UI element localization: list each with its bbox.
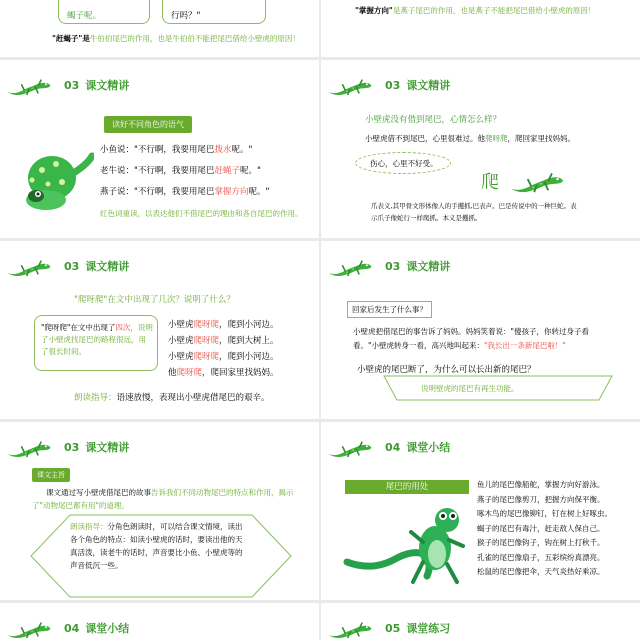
list-item: 啄木鸟的尾巴像铆钉，钉在树上好啄虫。	[477, 509, 612, 518]
question: "爬呀爬"在文中出现了几次？说明了什么？	[74, 295, 235, 305]
dialogue-list	[100, 140, 269, 203]
slide-title: 课堂练习	[406, 622, 451, 635]
list-item: 鱼儿的尾巴像船舵，掌握方向好游泳。	[477, 480, 605, 489]
note: "赶蝎子"是牛伯伯尾巴的作用，也是牛伯伯不能把尾巴借给小壁虎的原因！	[52, 34, 300, 43]
lizard-icon	[327, 434, 373, 460]
dialogue-line: 老牛说："不行啊，我要用尾巴赶蝇子呢。"	[100, 166, 261, 176]
lizard-icon	[6, 72, 52, 98]
section-pill: 读好不同角色的语气	[104, 116, 192, 133]
slide-header: 04 课堂小结	[6, 611, 129, 640]
story-paragraph: 小壁虎把借尾巴的事告诉了妈妈。妈妈笑着说："傻孩子，你转过身子看看。"小壁虎转身一看，高兴地叫起来："我长出一条新尾巴啦！"	[353, 327, 589, 350]
list-item: 孔雀的尾巴像扇子，五彩缤纷真漂亮。	[477, 552, 605, 562]
slide-header: 05 课堂练习	[327, 611, 450, 640]
section-pill: 课文主旨	[32, 468, 70, 482]
list-item: 蝎子的尾巴有毒汁，赶走敌人保自己。	[477, 523, 605, 533]
slide-title: 课文精讲	[85, 441, 130, 454]
etymology-note: 爪表义,其甲骨文形体像人的手攫抓,巴表声。巴是传说中的一种巨蛇。表示爪子像蛇行一样爬抓。本义是攫抓。	[371, 202, 577, 222]
speech-bubble	[162, 0, 266, 24]
slide-title: 课文精讲	[406, 79, 451, 92]
banner: 尾巴的用处	[345, 480, 469, 494]
question: 小壁虎没有借到尾巴，心情怎么样？	[365, 115, 502, 125]
speech-bubble: "爬呀爬"在文中出现了四次，说明了小壁虎找尾巴的路程很远，用了很长时间。	[34, 315, 158, 371]
bubble-text: 行吗？"	[171, 11, 201, 21]
slide-main-idea[interactable]	[0, 422, 319, 600]
slide-reading-tone[interactable]	[0, 60, 319, 238]
reading-guide: 朗读指导：分角色朗读时，可以结合课文情境，读出各个角色的特点：如读小壁虎的话时，要读出他的天真活泼，读老牛的话时，声音要比小鱼、小壁虎等的声音低沉一些。	[70, 522, 243, 570]
answer: 说明壁虎的尾巴有再生功能。	[421, 384, 519, 393]
note: "掌握方向"是燕子尾巴的作用，也是燕子不能把尾巴借给小壁虎的原因！	[355, 6, 596, 15]
question-label: 回家后发生了什么事？	[347, 301, 432, 318]
list-item: 松鼠的尾巴像把伞，天气炎热好乘凉。	[477, 567, 605, 576]
slide-mood[interactable]	[321, 60, 640, 238]
slide-partial-top-right[interactable]	[321, 0, 640, 57]
lizard-illustration	[12, 134, 94, 216]
speech-bubble	[58, 0, 150, 24]
slide-header: 03 课文精讲	[6, 430, 129, 464]
lizard-illustration	[509, 164, 565, 196]
climb-line: 他爬呀爬，爬回家里找妈妈。	[168, 368, 279, 378]
character-pa: 爬	[481, 172, 499, 193]
slide-summary-partial[interactable]	[0, 603, 319, 640]
dialogue-line: 小鱼说："不行啊，我要用尾巴拨水呢。"	[100, 145, 253, 155]
slide-header: 03 课文精讲	[6, 68, 129, 102]
bubble-text: 蝎子呢。	[67, 11, 102, 21]
list-item: 燕子的尾巴像剪刀，把握方向保平衡。	[477, 494, 605, 504]
climb-lines	[168, 317, 279, 381]
main-idea-text: 课文通过写小壁虎借尾巴的故事告诉我们不同动物尾巴的特点和作用，揭示了"动物尾巴都有用"的道理。	[32, 488, 294, 510]
lizard-icon	[6, 615, 52, 640]
slide-title: 课文精讲	[406, 260, 451, 273]
slide-new-tail[interactable]	[321, 241, 640, 419]
lizard-icon	[327, 72, 373, 98]
answer: 小壁虎借不到尾巴，心里很难过。他爬呀爬，爬回家里找妈妈。	[365, 134, 575, 143]
slide-header: 04 课堂小结	[327, 430, 450, 464]
climb-line: 小壁虎爬呀爬，爬到小河边。	[168, 320, 279, 330]
list-item: 猴子的尾巴像钩子，钩在树上打秋千。	[477, 538, 605, 547]
lizard-icon	[327, 253, 373, 279]
slide-partial-top-left[interactable]	[0, 0, 319, 57]
lizard-icon	[6, 253, 52, 279]
lizard-icon	[6, 434, 52, 460]
slide-title: 课堂小结	[85, 622, 130, 635]
climb-line: 小壁虎爬呀爬，爬到小河边。	[168, 352, 279, 362]
slide-climbing[interactable]	[0, 241, 319, 419]
footer-note: 红色词重读，以表达他们不借尾巴的理由和各自尾巴的作用。	[100, 209, 303, 218]
question: 小壁虎的尾巴断了，为什么可以长出新的尾巴？	[357, 365, 536, 375]
slide-header: 03 课文精讲	[6, 249, 129, 283]
slide-title: 课堂小结	[406, 441, 451, 454]
feeling-cloud: 伤心，心里不好受。	[355, 152, 451, 174]
slide-title: 课文精讲	[85, 260, 130, 273]
slide-practice-partial[interactable]	[321, 603, 640, 640]
dialogue-line: 燕子说："不行啊，我要用尾巴掌握方向呢。"	[100, 187, 270, 197]
reading-guide: 朗读指导：语速放慢，表现出小壁虎借尾巴的艰辛。	[74, 393, 270, 403]
tail-uses-list	[477, 478, 612, 580]
lizard-icon	[327, 615, 373, 640]
slide-header: 03 课文精讲	[327, 249, 450, 283]
climb-line: 小壁虎爬呀爬，爬到大树上。	[168, 336, 279, 346]
lizard-illustration	[343, 502, 471, 588]
slide-title: 课文精讲	[85, 79, 130, 92]
slide-header: 03 课文精讲	[327, 68, 450, 102]
slide-summary-tails[interactable]	[321, 422, 640, 600]
